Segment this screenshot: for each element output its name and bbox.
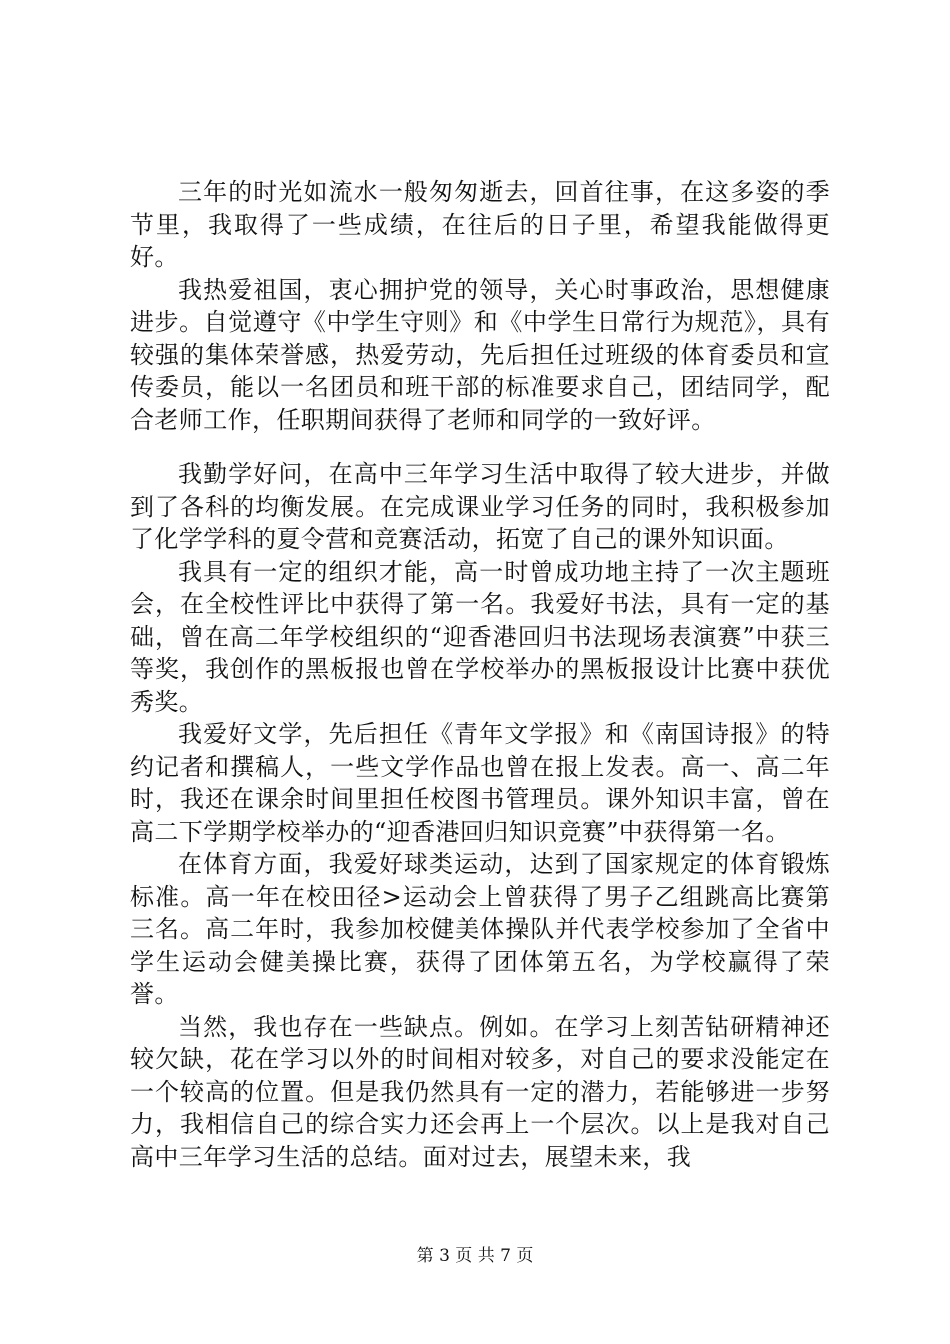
paragraph-shortcomings: 当然，我也存在一些缺点。例如。在学习上刻苦钻研精神还较欠缺，花在学习以外的时间相对较多，对自己的要求没能定在一个较高的位置。但是我仍然具有一定的潜力，若能够进一步努力，我相信自己的综合实力还会再上一个层次。以上是我对自己高中三年学习生活的总结。面对过去，展望未来，我 <box>130 1012 830 1171</box>
paragraph-study: 我勤学好问，在高中三年学习生活中取得了较大进步，并做到了各科的均衡发展。在完成课业学习任务的同时，我积极参加了化学学科的夏令营和竞赛活动，拓宽了自己的课外知识面。 <box>130 460 830 553</box>
paragraph-literature: 我爱好文学，先后担任《青年文学报》和《南国诗报》的特约记者和撰稿人，一些文学作品也曾在报上发表。高一、高二年时，我还在课余时间里担任校图书管理员。课外知识丰富，曾在高二下学期学校举办的“迎香港回归知识竞赛”中获得第一名。 <box>130 720 830 846</box>
paragraph-gap <box>130 436 830 458</box>
document-body <box>130 176 830 1173</box>
paragraph-sports: 在体育方面，我爱好球类运动，达到了国家规定的体育锻炼标准。高一年在校田径>运动会上曾获得了男子乙组跳高比赛第三名。高二年时，我参加校健美体操队并代表学校参加了全省中学生运动会健美操比赛，获得了团体第五名，为学校赢得了荣誉。 <box>130 850 830 1008</box>
paragraph-organization: 我具有一定的组织才能，高一时曾成功地主持了一次主题班会，在全校性评比中获得了第一名。我爱好书法，具有一定的基础，曾在高二年学校组织的“迎香港回归书法现场表演赛”中获三等奖，我创作的黑板报也曾在学校举办的黑板报设计比赛中获优秀奖。 <box>130 557 830 716</box>
page-number-footer: 第 3 页 共 7 页 <box>416 1246 534 1266</box>
paragraph-intro: 三年的时光如流水一般匆匆逝去，回首往事，在这多姿的季节里，我取得了一些成绩，在往后的日子里，希望我能做得更好。 <box>130 178 830 271</box>
paragraph-patriotism: 我热爱祖国，衷心拥护党的领导，关心时事政治，思想健康进步。自觉遵守《中学生守则》和《中学生日常行为规范》，具有较强的集体荣誉感，热爱劳动，先后担任过班级的体育委员和宣传委员，能以一名团员和班干部的标准要求自己，团结同学，配合老师工作，任职期间获得了老师和同学的一致好评。 <box>130 275 830 434</box>
